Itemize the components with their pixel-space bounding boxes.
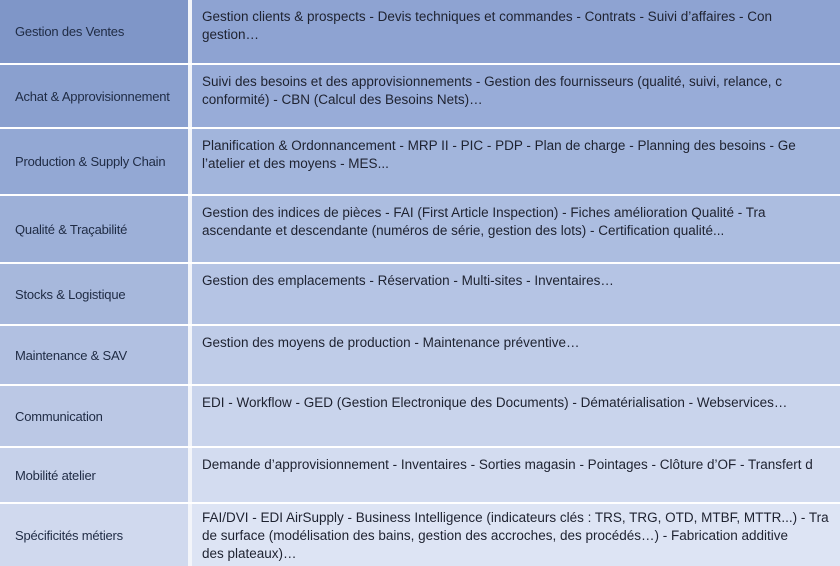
table-row <box>0 326 840 384</box>
table-row <box>0 504 840 566</box>
category-label: Production & Supply Chain <box>0 129 188 194</box>
table-row <box>0 386 840 446</box>
table-row <box>0 196 840 262</box>
feature-description: Planification & Ordonnancement - MRP II - PIC - PDP - Plan de charge - Planning des besoins - Ge l’atelier et des moyens - MES... <box>192 129 840 194</box>
table-row <box>0 448 840 502</box>
category-label: Mobilité atelier <box>0 448 188 502</box>
feature-description: Suivi des besoins et des approvisionnements - Gestion des fournisseurs (qualité, suivi, relance, c conformité) - CBN (Calcul des Besoins Nets)… <box>192 65 840 127</box>
category-label: Stocks & Logistique <box>0 264 188 324</box>
category-label: Qualité & Traçabilité <box>0 196 188 262</box>
category-label: Communication <box>0 386 188 446</box>
category-label: Achat & Approvisionnement <box>0 65 188 127</box>
category-label: Gestion des Ventes <box>0 0 188 63</box>
feature-description: Demande d’approvisionnement - Inventaires - Sorties magasin - Pointages - Clôture d’OF - Transfert d <box>192 448 840 502</box>
category-label: Maintenance & SAV <box>0 326 188 384</box>
table-row <box>0 129 840 194</box>
feature-description: Gestion des indices de pièces - FAI (First Article Inspection) - Fiches amélioration Qualité - Tra ascendante et descendante (numéros de série, gestion des lots) - Certification qualité... <box>192 196 840 262</box>
feature-description: EDI - Workflow - GED (Gestion Electronique des Documents) - Dématérialisation - Webservices… <box>192 386 840 446</box>
feature-description: Gestion des moyens de production - Maintenance préventive… <box>192 326 840 384</box>
feature-description: Gestion des emplacements - Réservation - Multi-sites - Inventaires… <box>192 264 840 324</box>
feature-description: Gestion clients & prospects - Devis techniques et commandes - Contrats - Suivi d’affaires - Con gestion… <box>192 0 840 63</box>
category-label: Spécificités métiers <box>0 504 188 566</box>
feature-description: FAI/DVI - EDI AirSupply - Business Intelligence (indicateurs clés : TRS, TRG, OTD, MTBF, MTTR...) - Tra de surface (modélisation des bains, gestion des accroches, des procédés…) - Fabrication additive des plateaux)… <box>192 504 840 566</box>
table-row <box>0 264 840 324</box>
table-row <box>0 0 840 63</box>
table-row <box>0 65 840 127</box>
